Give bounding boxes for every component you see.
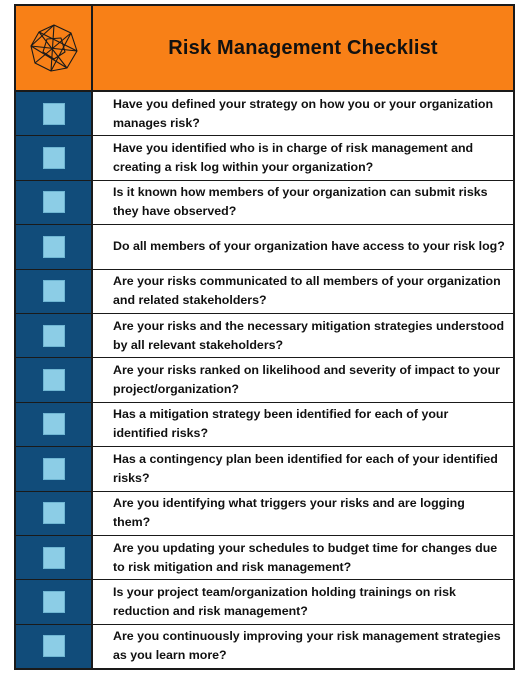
checklist-row [16, 403, 513, 447]
checklist-row [16, 492, 513, 536]
checkbox-cell [16, 625, 93, 668]
checklist-row [16, 625, 513, 668]
checklist-checkbox[interactable] [43, 502, 65, 524]
checkbox-cell [16, 270, 93, 313]
checklist-question: Are your risks communicated to all members of your organization and related stakeholders? [113, 274, 501, 308]
checklist-checkbox[interactable] [43, 147, 65, 169]
question-cell [93, 580, 513, 623]
checklist-row [16, 314, 513, 358]
checklist-rows [16, 92, 513, 668]
checklist-checkbox[interactable] [43, 369, 65, 391]
checklist-checkbox[interactable] [43, 635, 65, 657]
checklist-row [16, 225, 513, 269]
checklist-header [16, 6, 513, 92]
checkbox-cell [16, 181, 93, 224]
checklist-row [16, 181, 513, 225]
checkbox-cell [16, 447, 93, 490]
checkbox-cell [16, 92, 93, 135]
checkbox-cell [16, 358, 93, 401]
checklist-row [16, 447, 513, 491]
checklist-row [16, 136, 513, 180]
question-cell [93, 536, 513, 579]
question-cell [93, 403, 513, 446]
geometric-wireframe-icon [27, 21, 81, 75]
checklist-question: Are your risks and the necessary mitigation strategies understood by all relevant stakeholders? [113, 318, 505, 352]
checklist-question: Has a mitigation strategy been identified for each of your identified risks? [113, 407, 449, 441]
checklist-question: Has a contingency plan been identified for each of your identified risks? [113, 451, 498, 485]
checklist-question: Are you identifying what triggers your risks and are logging them? [113, 496, 465, 530]
checklist-checkbox[interactable] [43, 191, 65, 213]
question-cell [93, 136, 513, 179]
checklist-checkbox[interactable] [43, 458, 65, 480]
checkbox-cell [16, 225, 93, 268]
checklist-question: Are your risks ranked on likelihood and severity of impact to your project/organization? [113, 363, 500, 397]
checklist-checkbox[interactable] [43, 103, 65, 125]
checklist-question: Have you identified who is in charge of risk management and creating a risk log within your organization? [113, 141, 474, 175]
logo-cell [16, 6, 93, 90]
checkbox-cell [16, 136, 93, 179]
checklist-checkbox[interactable] [43, 547, 65, 569]
question-cell [93, 492, 513, 535]
checklist-checkbox[interactable] [43, 413, 65, 435]
checklist-checkbox[interactable] [43, 591, 65, 613]
checklist-question: Are you continuously improving your risk management strategies as you learn more? [113, 629, 501, 663]
checklist-row [16, 580, 513, 624]
checklist-sheet [14, 4, 515, 670]
checklist-checkbox[interactable] [43, 236, 65, 258]
question-cell [93, 358, 513, 401]
checklist-question: Is it known how members of your organization can submit risks they have observed? [113, 185, 488, 219]
checklist-row [16, 536, 513, 580]
checklist-checkbox[interactable] [43, 325, 65, 347]
question-cell [93, 314, 513, 357]
checkbox-cell [16, 314, 93, 357]
checklist-question: Have you defined your strategy on how you or your organization manages risk? [113, 96, 494, 130]
checkbox-cell [16, 492, 93, 535]
question-cell [93, 225, 513, 268]
checklist-checkbox[interactable] [43, 280, 65, 302]
question-cell [93, 447, 513, 490]
question-cell [93, 270, 513, 313]
checklist-row [16, 270, 513, 314]
checklist-row [16, 92, 513, 136]
checkbox-cell [16, 536, 93, 579]
checkbox-cell [16, 403, 93, 446]
checklist-title: Risk Management Checklist [168, 36, 438, 59]
question-cell [93, 92, 513, 135]
question-cell [93, 181, 513, 224]
checklist-question: Do all members of your organization have access to your risk log? [113, 239, 505, 254]
title-cell [93, 6, 513, 90]
question-cell [93, 625, 513, 668]
checklist-row [16, 358, 513, 402]
checkbox-cell [16, 580, 93, 623]
checklist-question: Are you updating your schedules to budget time for changes due to risk mitigation and risk management? [113, 540, 498, 574]
checklist-question: Is your project team/organization holding trainings on risk reduction and risk management? [113, 584, 456, 618]
